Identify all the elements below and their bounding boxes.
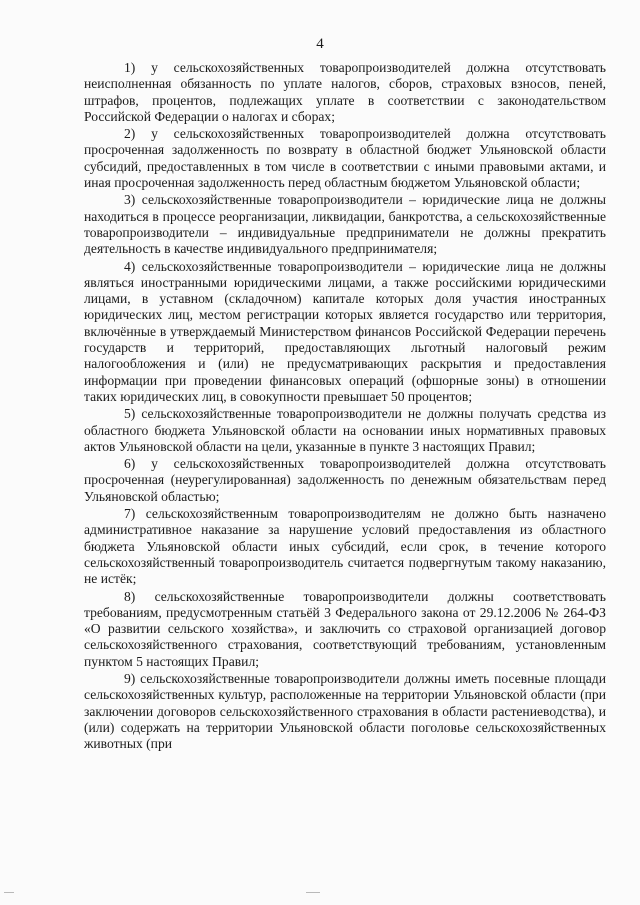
paragraph-item-9: 9) сельскохозяйственные товаропроизводители должны иметь посевные площади сельскохозяйственных культур, расположенные на территории Ульяновской области (при заключении договоров сельскохозяйственного страхования в области растениеводства), и (или) содержать на территории Ульяновской области поголовье сельскохозяйственных животных (при	[84, 670, 606, 752]
paragraph-item-6: 6) у сельскохозяйственных товаропроизводителей должна отсутствовать просроченная (неурегулированная) задолженность по денежным обязательствам перед Ульяновской областью;	[84, 456, 606, 504]
document-body	[84, 60, 606, 753]
scan-mark-left	[4, 892, 14, 893]
scan-mark-center	[306, 892, 320, 893]
paragraph-item-8: 8) сельскохозяйственные товаропроизводители должны соответствовать требованиям, предусмотренным статьёй 3 Федерального закона от 29.12.2006 № 264-ФЗ «О развитии сельского хозяйства», и заключить со страховой организацией договор сельскохозяйственного страхования, соответствующий требованиям, установленным пунктом 5 настоящих Правил;	[84, 588, 606, 669]
page-number: 4	[316, 36, 324, 52]
paragraph-item-1: 1) у сельскохозяйственных товаропроизводителей должна отсутствовать неисполненная обязанность по уплате налогов, сборов, страховых взносов, пеней, штрафов, процентов, подлежащих уплате в соответствии с законодательством Российской Федерации о налогах и сборах;	[84, 60, 606, 124]
paragraph-item-5: 5) сельскохозяйственные товаропроизводители не должны получать средства из областного бюджета Ульяновской области на основании иных нормативных правовых актов Ульяновской области на цели, указанные в пункте 3 настоящих Правил;	[84, 406, 606, 454]
paragraph-item-2: 2) у сельскохозяйственных товаропроизводителей должна отсутствовать просроченная задолженность по возврату в областной бюджет Ульяновской области субсидий, предоставленных в том числе в соответствии с иными правовыми актами, и иная просроченная задолженность перед областным бюджетом Ульяновской области;	[84, 126, 606, 191]
paragraph-item-3: 3) сельскохозяйственные товаропроизводители – юридические лица не должны находиться в процессе реорганизации, ликвидации, банкротства, а сельскохозяйственные товаропроизводители – индивидуальные предприниматели не должны прекратить деятельность в качестве индивидуального предпринимателя;	[84, 192, 606, 257]
paragraph-item-4: 4) сельскохозяйственные товаропроизводители – юридические лица не должны являться иностранными юридическими лицами, а также российскими юридическими лицами, в уставном (складочном) капитале которых доля участия иностранных юридических лиц, местом регистрации которых является государство или территория, включённые в утверждаемый Министерством финансов Российской Федерации перечень государств и территорий, предоставляющих льготный налоговый режим налогообложения и (или) не предусматривающих раскрытия и предоставления информации при проведении финансовых операций (офшорные зоны) в отношении таких юридических лиц, в совокупности превышает 50 процентов;	[84, 258, 606, 404]
paragraph-item-7: 7) сельскохозяйственным товаропроизводителям не должно быть назначено административное наказание за нарушение условий предоставления из областного бюджета Ульяновской области иных субсидий, если срок, в течение которого сельскохозяйственный товаропроизводитель считается подвергнутым такому наказанию, не истёк;	[84, 506, 606, 587]
